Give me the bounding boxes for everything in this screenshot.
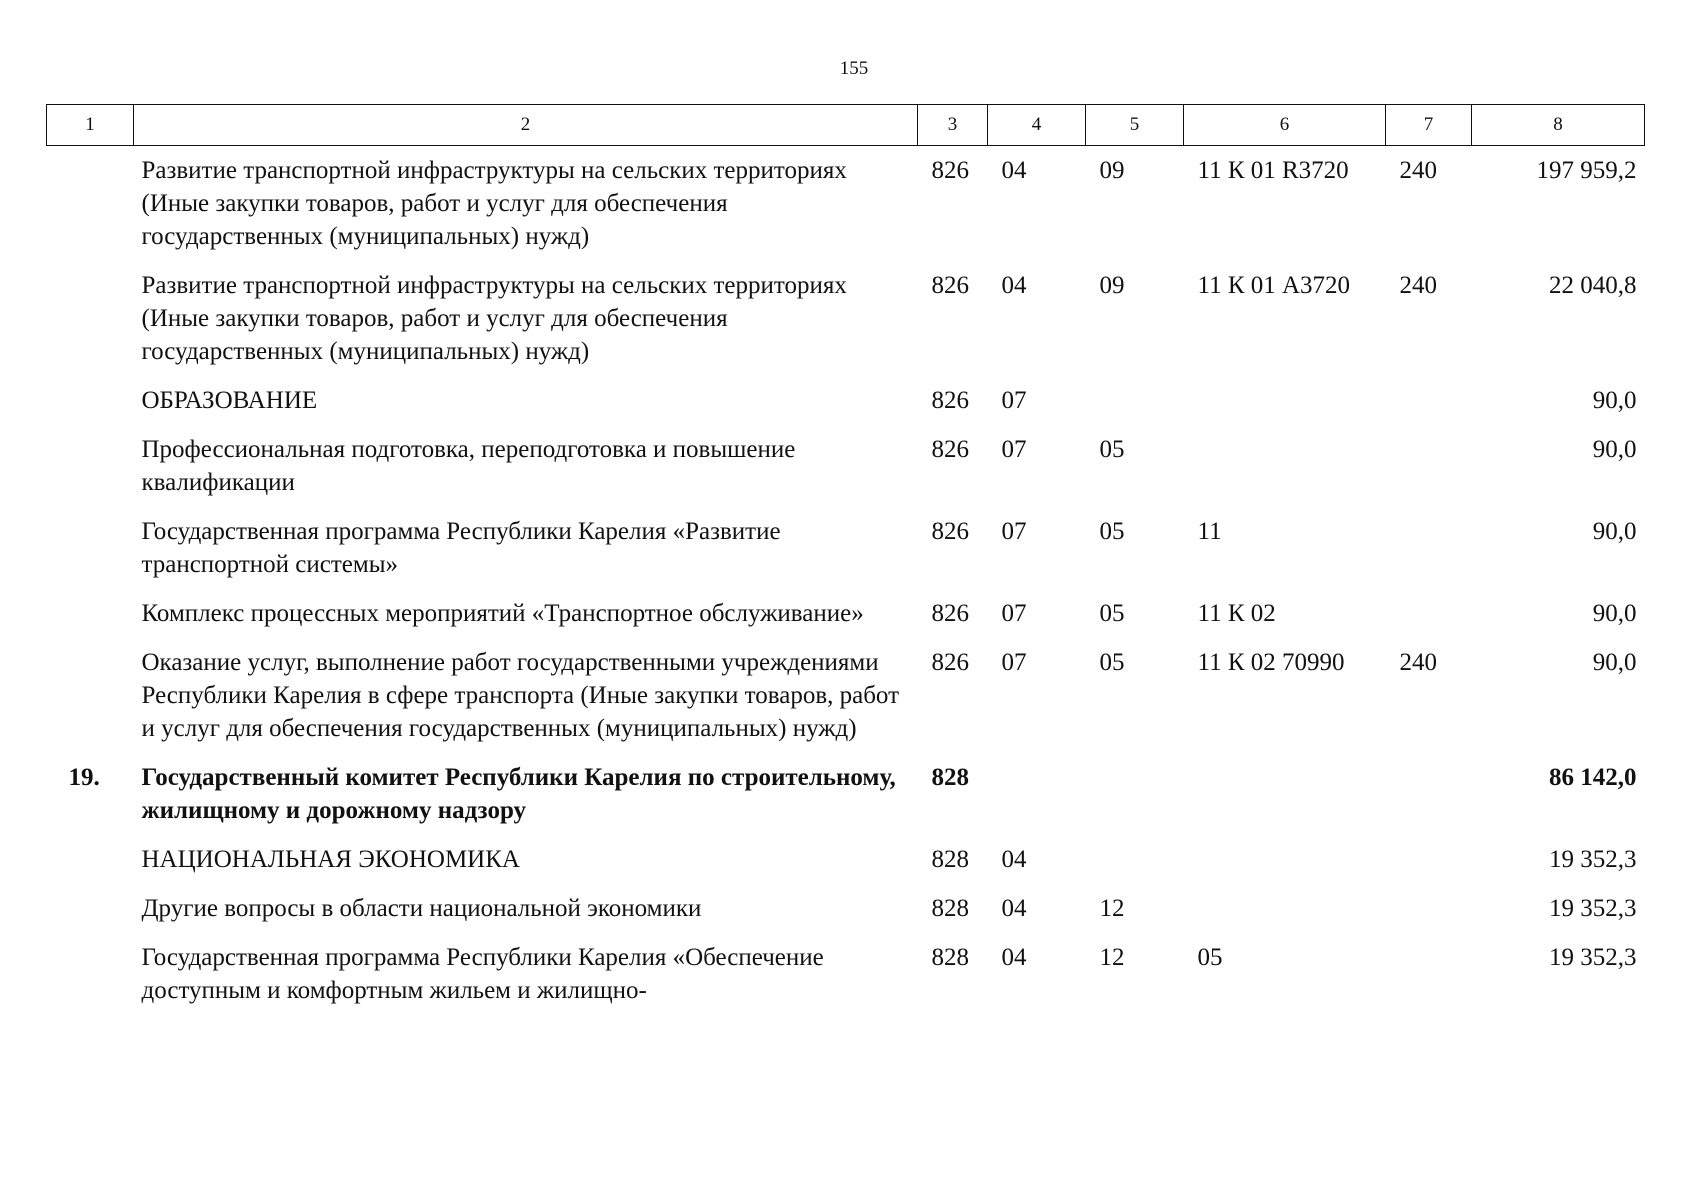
row-number <box>47 892 134 941</box>
expense-type-code <box>1386 843 1472 892</box>
ministry-code: 828 <box>931 846 969 873</box>
table-body <box>47 146 1645 1024</box>
section-code: 07 <box>1001 436 1027 463</box>
table-row <box>47 941 1645 1023</box>
row-number <box>47 515 134 597</box>
column-number: 7 <box>1386 105 1472 146</box>
ministry-code: 828 <box>931 944 969 971</box>
table-row <box>47 384 1645 433</box>
table-row <box>47 761 1645 843</box>
ministry-code: 826 <box>931 518 969 545</box>
expense-type-code <box>1386 892 1472 941</box>
column-number: 6 <box>1184 105 1386 146</box>
target-article-code: 11 К 01 R3720 <box>1197 157 1349 184</box>
item-name: НАЦИОНАЛЬНАЯ ЭКОНОМИКА <box>141 846 520 873</box>
amount: 19 352,3 <box>1549 944 1637 971</box>
column-number: 4 <box>988 105 1086 146</box>
section-code: 07 <box>1001 387 1027 414</box>
subsection-code: 09 <box>1099 272 1125 299</box>
item-name: ОБРАЗОВАНИЕ <box>141 387 318 414</box>
amount: 197 959,2 <box>1536 157 1637 184</box>
section-code: 07 <box>1001 518 1027 545</box>
row-number <box>47 646 134 761</box>
item-name: Государственный комитет Республики Карелия по строительному, жилищному и дорожному надзору <box>141 764 896 824</box>
table-row <box>47 433 1645 515</box>
table-row <box>47 269 1645 384</box>
column-number: 1 <box>47 105 134 146</box>
subsection-code: 05 <box>1099 518 1125 545</box>
subsection-code: 12 <box>1099 944 1125 971</box>
expense-type-code: 240 <box>1399 649 1437 676</box>
subsection-code: 12 <box>1099 895 1125 922</box>
item-name: Другие вопросы в области национальной экономики <box>141 895 702 922</box>
expense-type-code <box>1386 515 1472 597</box>
amount: 90,0 <box>1592 387 1637 414</box>
expense-type-code <box>1386 761 1472 843</box>
section-code: 04 <box>1001 944 1027 971</box>
amount: 90,0 <box>1592 436 1637 463</box>
expense-type-code: 240 <box>1399 272 1437 299</box>
table-row <box>47 597 1645 646</box>
target-article-code <box>1184 761 1386 843</box>
expense-type-code <box>1386 384 1472 433</box>
target-article-code: 11 К 02 <box>1197 600 1276 627</box>
ministry-code: 826 <box>931 387 969 414</box>
table-row <box>47 646 1645 761</box>
amount: 90,0 <box>1592 649 1637 676</box>
ministry-code: 826 <box>931 157 969 184</box>
section-code: 07 <box>1001 649 1027 676</box>
amount: 90,0 <box>1592 518 1637 545</box>
ministry-code: 826 <box>931 272 969 299</box>
expense-type-code <box>1386 433 1472 515</box>
row-number <box>47 269 134 384</box>
section-code: 04 <box>1001 895 1027 922</box>
target-article-code: 11 К 01 А3720 <box>1197 272 1351 299</box>
row-number <box>47 941 134 1023</box>
subsection-code: 09 <box>1099 157 1125 184</box>
column-number: 3 <box>918 105 988 146</box>
section-code: 07 <box>1001 600 1027 627</box>
ministry-code: 826 <box>931 600 969 627</box>
row-number <box>47 597 134 646</box>
item-name: Оказание услуг, выполнение работ государственными учреждениями Республики Карелия в сфере транспорта (Иные закупки товаров, работ и услуг для обеспечения государственных (муниципальных) нужд) <box>141 649 900 742</box>
expense-type-code: 240 <box>1399 157 1437 184</box>
table-header <box>47 105 1645 146</box>
expense-type-code <box>1386 597 1472 646</box>
subsection-code <box>1086 761 1184 843</box>
section-code: 04 <box>1001 846 1027 873</box>
target-article-code <box>1184 433 1386 515</box>
subsection-code <box>1086 843 1184 892</box>
target-article-code <box>1184 843 1386 892</box>
item-name: Государственная программа Республики Карелия «Обеспечение доступным и комфортным жильем и жилищно- <box>141 944 824 1004</box>
row-number: 19. <box>68 764 100 791</box>
column-number: 5 <box>1086 105 1184 146</box>
row-number <box>47 433 134 515</box>
ministry-code: 828 <box>931 764 969 791</box>
item-name: Развитие транспортной инфраструктуры на сельских территориях (Иные закупки товаров, работ и услуг для обеспечения государственных (муниципальных) нужд) <box>141 272 847 365</box>
row-number <box>47 843 134 892</box>
amount: 90,0 <box>1592 600 1637 627</box>
amount: 22 040,8 <box>1549 272 1637 299</box>
ministry-code: 826 <box>931 436 969 463</box>
subsection-code: 05 <box>1099 649 1125 676</box>
item-name: Государственная программа Республики Карелия «Развитие транспортной системы» <box>141 518 781 578</box>
amount: 19 352,3 <box>1549 895 1637 922</box>
item-name: Развитие транспортной инфраструктуры на сельских территориях (Иные закупки товаров, работ и услуг для обеспечения государственных (муниципальных) нужд) <box>141 157 847 250</box>
ministry-code: 826 <box>931 649 969 676</box>
subsection-code: 05 <box>1099 436 1125 463</box>
column-number: 2 <box>134 105 918 146</box>
subsection-code <box>1086 384 1184 433</box>
table-row <box>47 892 1645 941</box>
section-code <box>988 761 1086 843</box>
target-article-code: 11 <box>1197 518 1222 545</box>
column-number-row <box>47 105 1645 146</box>
page-number: 155 <box>839 58 869 79</box>
amount: 86 142,0 <box>1549 764 1637 791</box>
target-article-code <box>1184 384 1386 433</box>
column-number: 8 <box>1472 105 1645 146</box>
section-code: 04 <box>1001 157 1027 184</box>
row-number <box>47 146 134 270</box>
table-row <box>47 843 1645 892</box>
item-name: Комплекс процессных мероприятий «Транспортное обслуживание» <box>141 600 864 627</box>
target-article-code: 05 <box>1197 944 1223 971</box>
table-row <box>47 515 1645 597</box>
row-number <box>47 384 134 433</box>
target-article-code: 11 К 02 70990 <box>1197 649 1345 676</box>
target-article-code <box>1184 892 1386 941</box>
budget-table <box>46 104 1645 1023</box>
section-code: 04 <box>1001 272 1027 299</box>
amount: 19 352,3 <box>1549 846 1637 873</box>
subsection-code: 05 <box>1099 600 1125 627</box>
table-row <box>47 146 1645 270</box>
ministry-code: 828 <box>931 895 969 922</box>
item-name: Профессиональная подготовка, переподготовка и повышение квалификации <box>141 436 796 496</box>
expense-type-code <box>1386 941 1472 1023</box>
